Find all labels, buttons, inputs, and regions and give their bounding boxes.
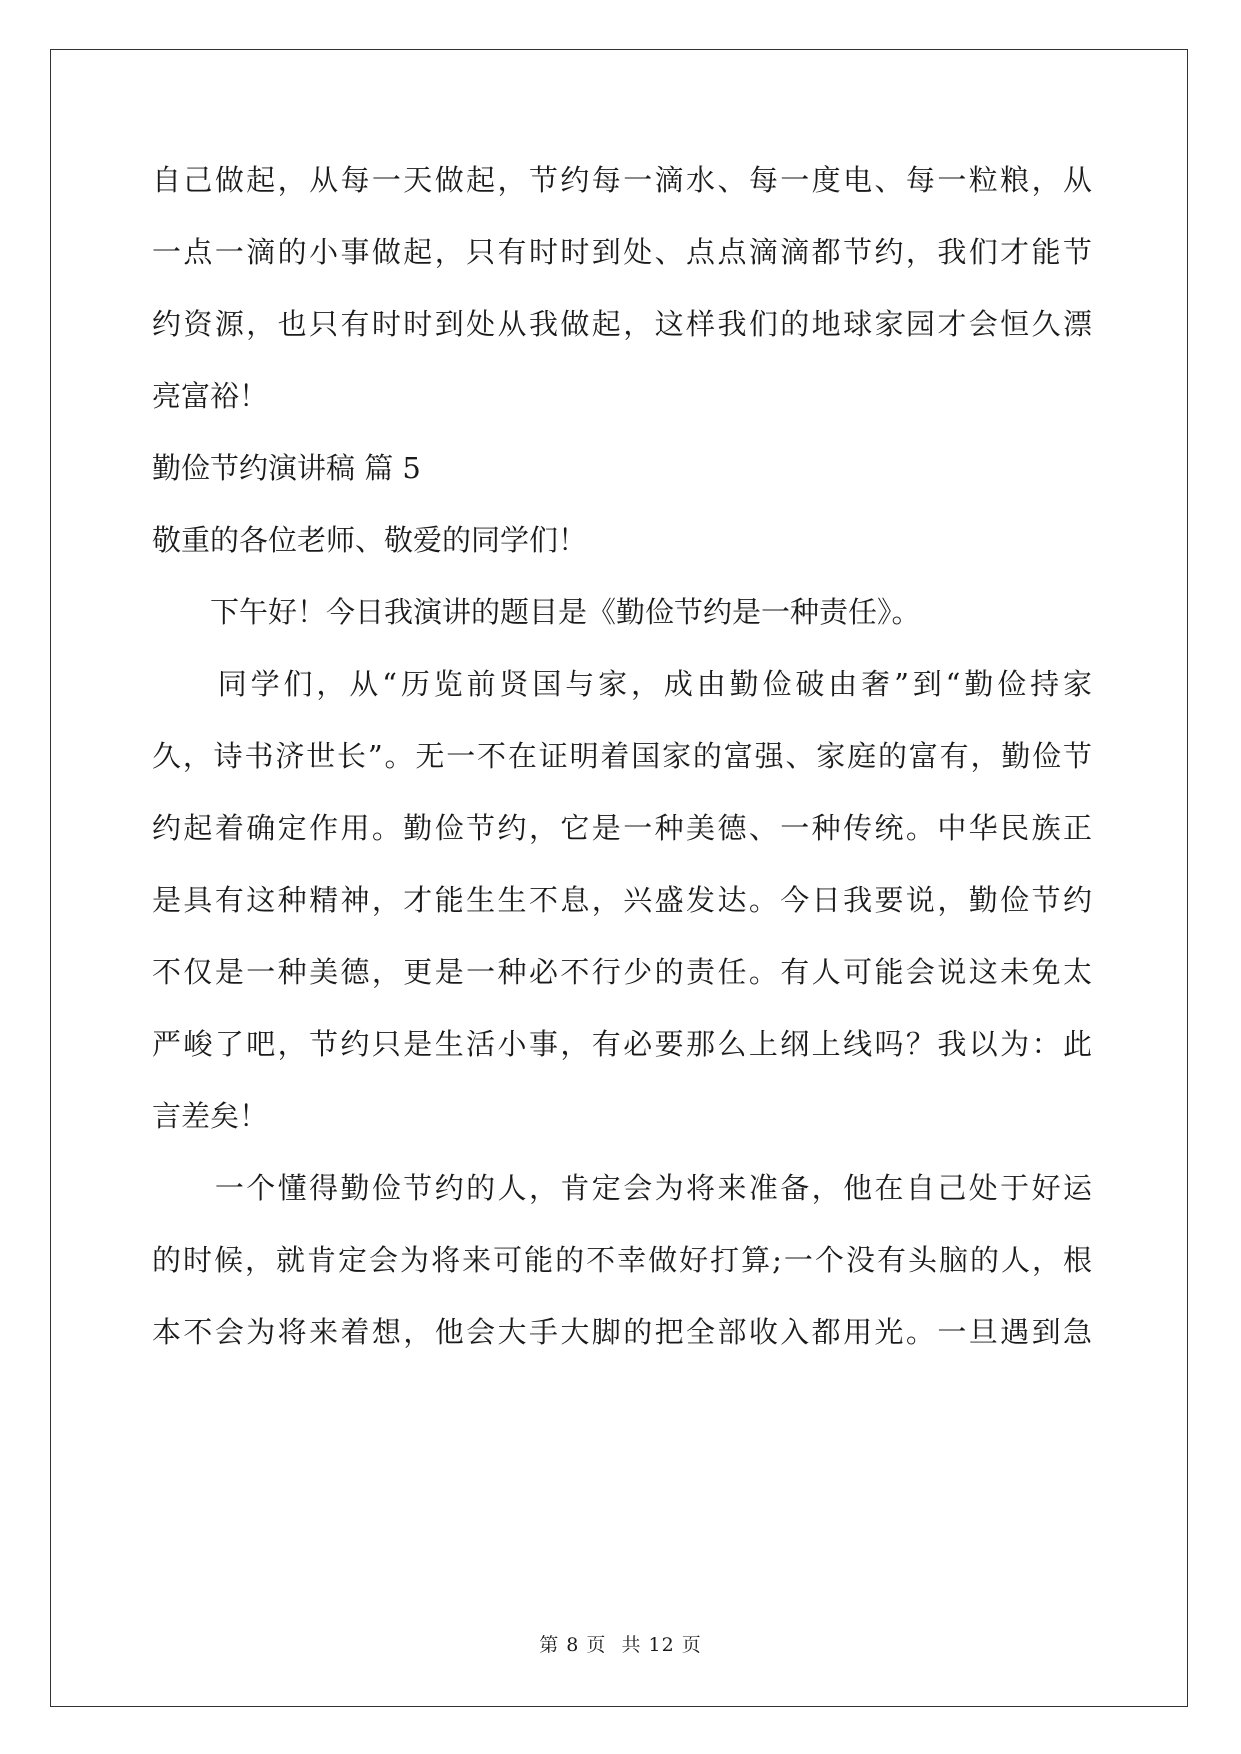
paragraph-line: 久，诗书济世长”。无一不在证明着国家的富强、家庭的富有，勤俭节 — [152, 739, 1092, 773]
page-number: 第 8 页 — [539, 1634, 607, 1656]
paragraph-line: 下午好！今日我演讲的题目是《勤俭节约是一种责任》。 — [152, 595, 921, 629]
salutation-line: 敬重的各位老师、敬爱的同学们！ — [152, 523, 588, 557]
paragraph-line: 亮富裕！ — [152, 379, 269, 413]
paragraph-line: 是具有这种精神，才能生生不息，兴盛发达。今日我要说，勤俭节约 — [152, 883, 1092, 917]
paragraph-line: 严峻了吧，节约只是生活小事，有必要那么上纲上线吗？我以为：此 — [152, 1027, 1092, 1061]
section-heading: 勤俭节约演讲稿 篇 5 — [152, 451, 421, 485]
page-total: 共 12 页 — [621, 1634, 702, 1656]
paragraph-line: 的时候，就肯定会为将来可能的不幸做好打算;一个没有头脑的人，根 — [152, 1243, 1092, 1277]
paragraph-line: 言差矣！ — [152, 1099, 269, 1133]
paragraph-line: 约资源，也只有时时到处从我做起，这样我们的地球家园才会恒久漂 — [152, 307, 1092, 341]
paragraph-line: 本不会为将来着想，他会大手大脚的把全部收入都用光。一旦遇到急 — [152, 1315, 1092, 1349]
paragraph-line: 一点一滴的小事做起，只有时时到处、点点滴滴都节约，我们才能节 — [152, 235, 1092, 269]
paragraph-line: 约起着确定作用。勤俭节约，它是一种美德、一种传统。中华民族正 — [152, 811, 1092, 845]
page-footer — [0, 1633, 1241, 1657]
paragraph-line: 不仅是一种美德，更是一种必不行少的责任。有人可能会说这未免太 — [152, 955, 1092, 989]
paragraph-line: 一个懂得勤俭节约的人，肯定会为将来准备，他在自己处于好运 — [152, 1171, 1092, 1205]
paragraph-line: 同学们，从“历览前贤国与家，成由勤俭破由奢”到“勤俭持家 — [152, 667, 1092, 701]
paragraph-line: 自己做起，从每一天做起，节约每一滴水、每一度电、每一粒粮，从 — [152, 163, 1092, 197]
page-border — [50, 49, 1188, 1707]
